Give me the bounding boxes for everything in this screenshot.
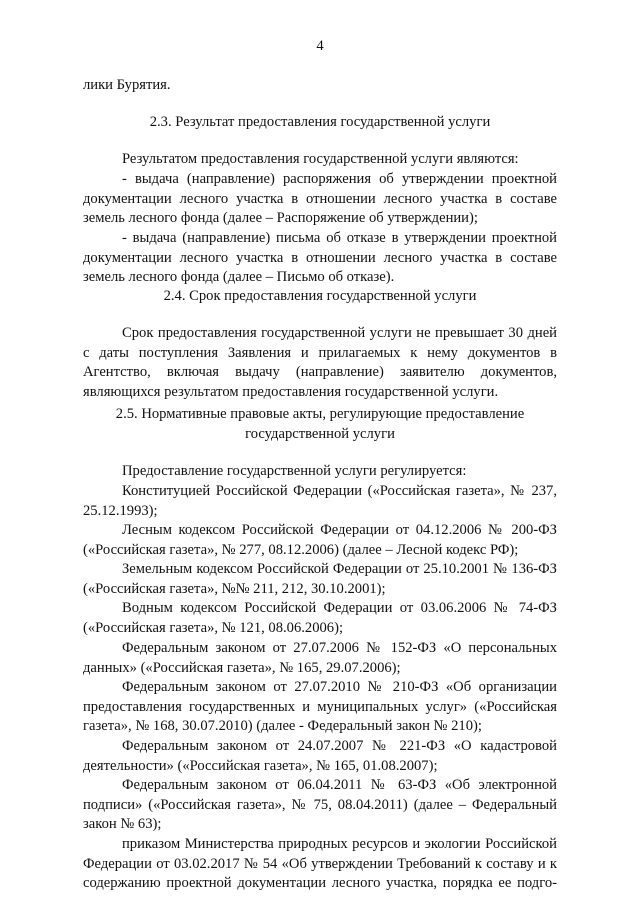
legal-act-item: Лесным кодексом Российской Федерации от 04.12.2006 № 200-ФЗ («Российская газета», № 277, 08.12.2006) (далее – Лесной кодекс РФ);: [83, 522, 557, 558]
section-2-5-heading: [83, 405, 557, 444]
section-2-5-intro: Предоставление государственной услуги регулируется:: [122, 463, 467, 479]
legal-act-item: Федеральным законом от 27.07.2006 № 152-ФЗ «О персональных данных» («Российская газета», № 165, 29.07.2006);: [83, 640, 557, 676]
section-2-3-item: - выдача (направление) письма об отказе в утверждении проектной документации лесного участка в отношении лесного участка в составе земель лесного фонда (далее – Письмо об отказе).: [83, 230, 557, 286]
legal-act-item: приказом Министерства природных ресурсов и экологии Российской Федерации от 03.02.2017 № 54 «Об утверждении Требований к составу и к содержанию проектной документации лесного участка, порядка ее подго-: [83, 836, 557, 892]
legal-act-item: Федеральным законом от 24.07.2007 № 221-ФЗ «О кадастровой деятельности» («Российская газета», № 165, 01.08.2007);: [83, 738, 557, 774]
section-2-4-heading: 2.4. Срок предоставления государственной услуги: [163, 288, 477, 304]
section-2-3-heading: 2.3. Результат предоставления государственной услуги: [149, 114, 491, 130]
continuation-text: лики Бурятия.: [83, 77, 171, 93]
section-2-3-intro: Результатом предоставления государственной услуги являются:: [122, 151, 519, 167]
legal-act-item: Земельным кодексом Российской Федерации от 25.10.2001 № 136-ФЗ («Российская газета», №№ 211, 212, 30.10.2001);: [83, 561, 557, 597]
section-2-3-item: - выдача (направление) распоряжения об утверждении проектной документации лесного участка в отношении лесного участка в составе земель лесного фонда (далее – Распоряжение об утверждении);: [83, 171, 557, 227]
section-2-5-heading-line: 2.5. Нормативные правовые акты, регулирующие предоставление: [115, 406, 525, 422]
legal-act-item: Федеральным законом от 27.07.2010 № 210-ФЗ «Об организации предоставления государственных и муниципальных услуг» («Российская газета», № 168, 30.07.2010) (далее - Федеральный закон № 210);: [83, 679, 557, 735]
legal-act-item: Федеральным законом от 06.04.2011 № 63-ФЗ «Об электронной подписи» («Российская газета», № 75, 08.04.2011) (далее – Федеральный закон № 63);: [83, 777, 557, 833]
section-2-5-heading-line: государственной услуги: [245, 425, 395, 442]
legal-act-item: Конституцией Российской Федерации («Российская газета», № 237, 25.12.1993);: [83, 483, 557, 519]
legal-act-item: Водным кодексом Российской Федерации от 03.06.2006 № 74-ФЗ («Российская газета», № 121, 08.06.2006);: [83, 600, 557, 636]
section-2-4-text: Срок предоставления государственной услуги не превышает 30 дней с даты поступления Заявления и прилагаемых к нему документов в Агентство, включая выдачу (направление) заявителю документов, являющихся результатом предоставления государственной услуги.: [83, 325, 557, 400]
page-number: 4: [316, 38, 324, 54]
